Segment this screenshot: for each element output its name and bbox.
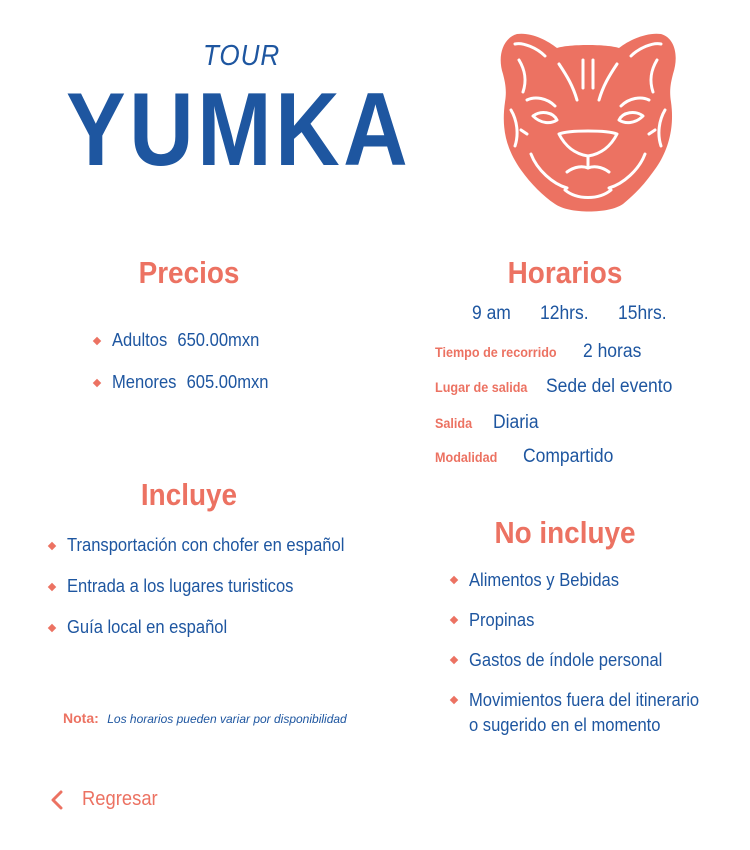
bullet-icon [48, 624, 56, 632]
list-item: Propinas [449, 608, 719, 633]
price-amount: 650.00mxn [177, 330, 260, 350]
note-text: Los horarios pueden variar por disponibilidad [107, 712, 347, 726]
schedule-time: 12hrs. [539, 303, 589, 324]
list-item [92, 330, 282, 351]
note-label: Nota: [63, 710, 99, 726]
bullet-icon [450, 576, 458, 584]
detail-duration [435, 341, 646, 363]
note [63, 710, 347, 728]
prices-title: Precios [138, 255, 240, 290]
back-label: Regresar [82, 788, 158, 810]
bullet-icon [93, 337, 101, 345]
detail-value: 2 horas [582, 341, 641, 362]
bullet-icon [48, 542, 56, 550]
includes-title: Incluye [140, 477, 238, 512]
detail-label: Lugar de salida [435, 379, 528, 395]
detail-departure [435, 412, 542, 434]
list-item [92, 372, 282, 393]
price-amount: 605.00mxn [186, 372, 269, 392]
detail-modality [435, 446, 621, 468]
detail-label: Tiempo de recorrido [435, 344, 557, 360]
list-item: Gastos de índole personal [449, 648, 719, 673]
bullet-icon [48, 583, 56, 591]
list-item: Transportación con chofer en español [47, 535, 369, 556]
bullet-icon [450, 656, 458, 664]
detail-value: Compartido [522, 446, 614, 467]
schedule-times [472, 303, 670, 325]
schedule-time: 9 am [472, 303, 511, 324]
bullet-icon [450, 616, 458, 624]
price-label: Menores [112, 372, 177, 392]
page-title: YUMKA [66, 72, 412, 188]
schedule-title: Horarios [507, 255, 623, 290]
bullet-icon [450, 696, 458, 704]
detail-value: Sede del evento [546, 376, 673, 397]
includes-list [47, 535, 369, 658]
back-button[interactable] [50, 788, 164, 811]
tour-label: TOUR [203, 40, 281, 72]
detail-departure-place [435, 376, 684, 398]
detail-label: Salida [435, 415, 473, 431]
detail-value: Diaria [492, 412, 539, 433]
detail-label: Modalidad [435, 449, 498, 465]
price-label: Adultos [112, 330, 168, 350]
jaguar-head-icon [497, 30, 679, 216]
bullet-icon [93, 379, 101, 387]
list-item-continuation: o sugerido en el momento [469, 715, 661, 735]
list-item: Movimientos fuera del itinerario o sugerido en el momento [449, 688, 719, 738]
excludes-list [449, 568, 719, 738]
list-item: Entrada a los lugares turisticos [47, 576, 369, 597]
excludes-title: No incluye [494, 515, 636, 550]
schedule-time: 15hrs. [617, 303, 667, 324]
list-item: Alimentos y Bebidas [449, 568, 719, 593]
chevron-left-icon [50, 790, 64, 810]
list-item: Guía local en español [47, 617, 369, 638]
price-list [92, 330, 282, 414]
